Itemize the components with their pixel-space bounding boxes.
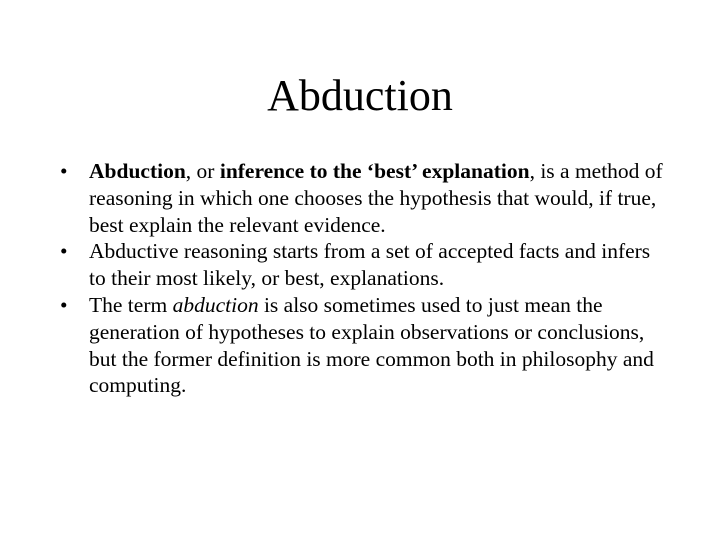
bullet-list (60, 158, 670, 399)
bullet-item (60, 158, 670, 238)
bullet-text (89, 159, 663, 237)
bullet-item (60, 292, 670, 399)
bullet-text (89, 293, 654, 397)
bullet-text-segment: , or (185, 159, 220, 183)
bullet-text-segment: Abductive reasoning starts from a set of accepted facts and infers to their most likely, or best, explanations. (89, 239, 651, 291)
bullet-marker: • (60, 159, 68, 183)
term-inference-best-explanation: inference to the ‘best’ explanation (219, 159, 530, 183)
term-abduction-italic: abduction (172, 292, 259, 317)
bullet-marker: • (60, 292, 68, 317)
slide-title: Abduction (267, 71, 453, 120)
bullet-item (60, 238, 670, 292)
bullet-marker: • (60, 239, 68, 264)
bullet-text (89, 239, 650, 290)
bullet-text-segment: The term (89, 292, 173, 317)
term-abduction: Abduction (89, 159, 186, 183)
bullet-text-segment: , is a method of reasoning in which one chooses the hypothesis that would, if true, best explain the relevant evidence. (89, 159, 663, 237)
bullet-text-segment: is also sometimes used to just mean the generation of hypotheses to explain observations or conclusions, but the former definition is more common both in philosophy and computing. (89, 292, 654, 398)
